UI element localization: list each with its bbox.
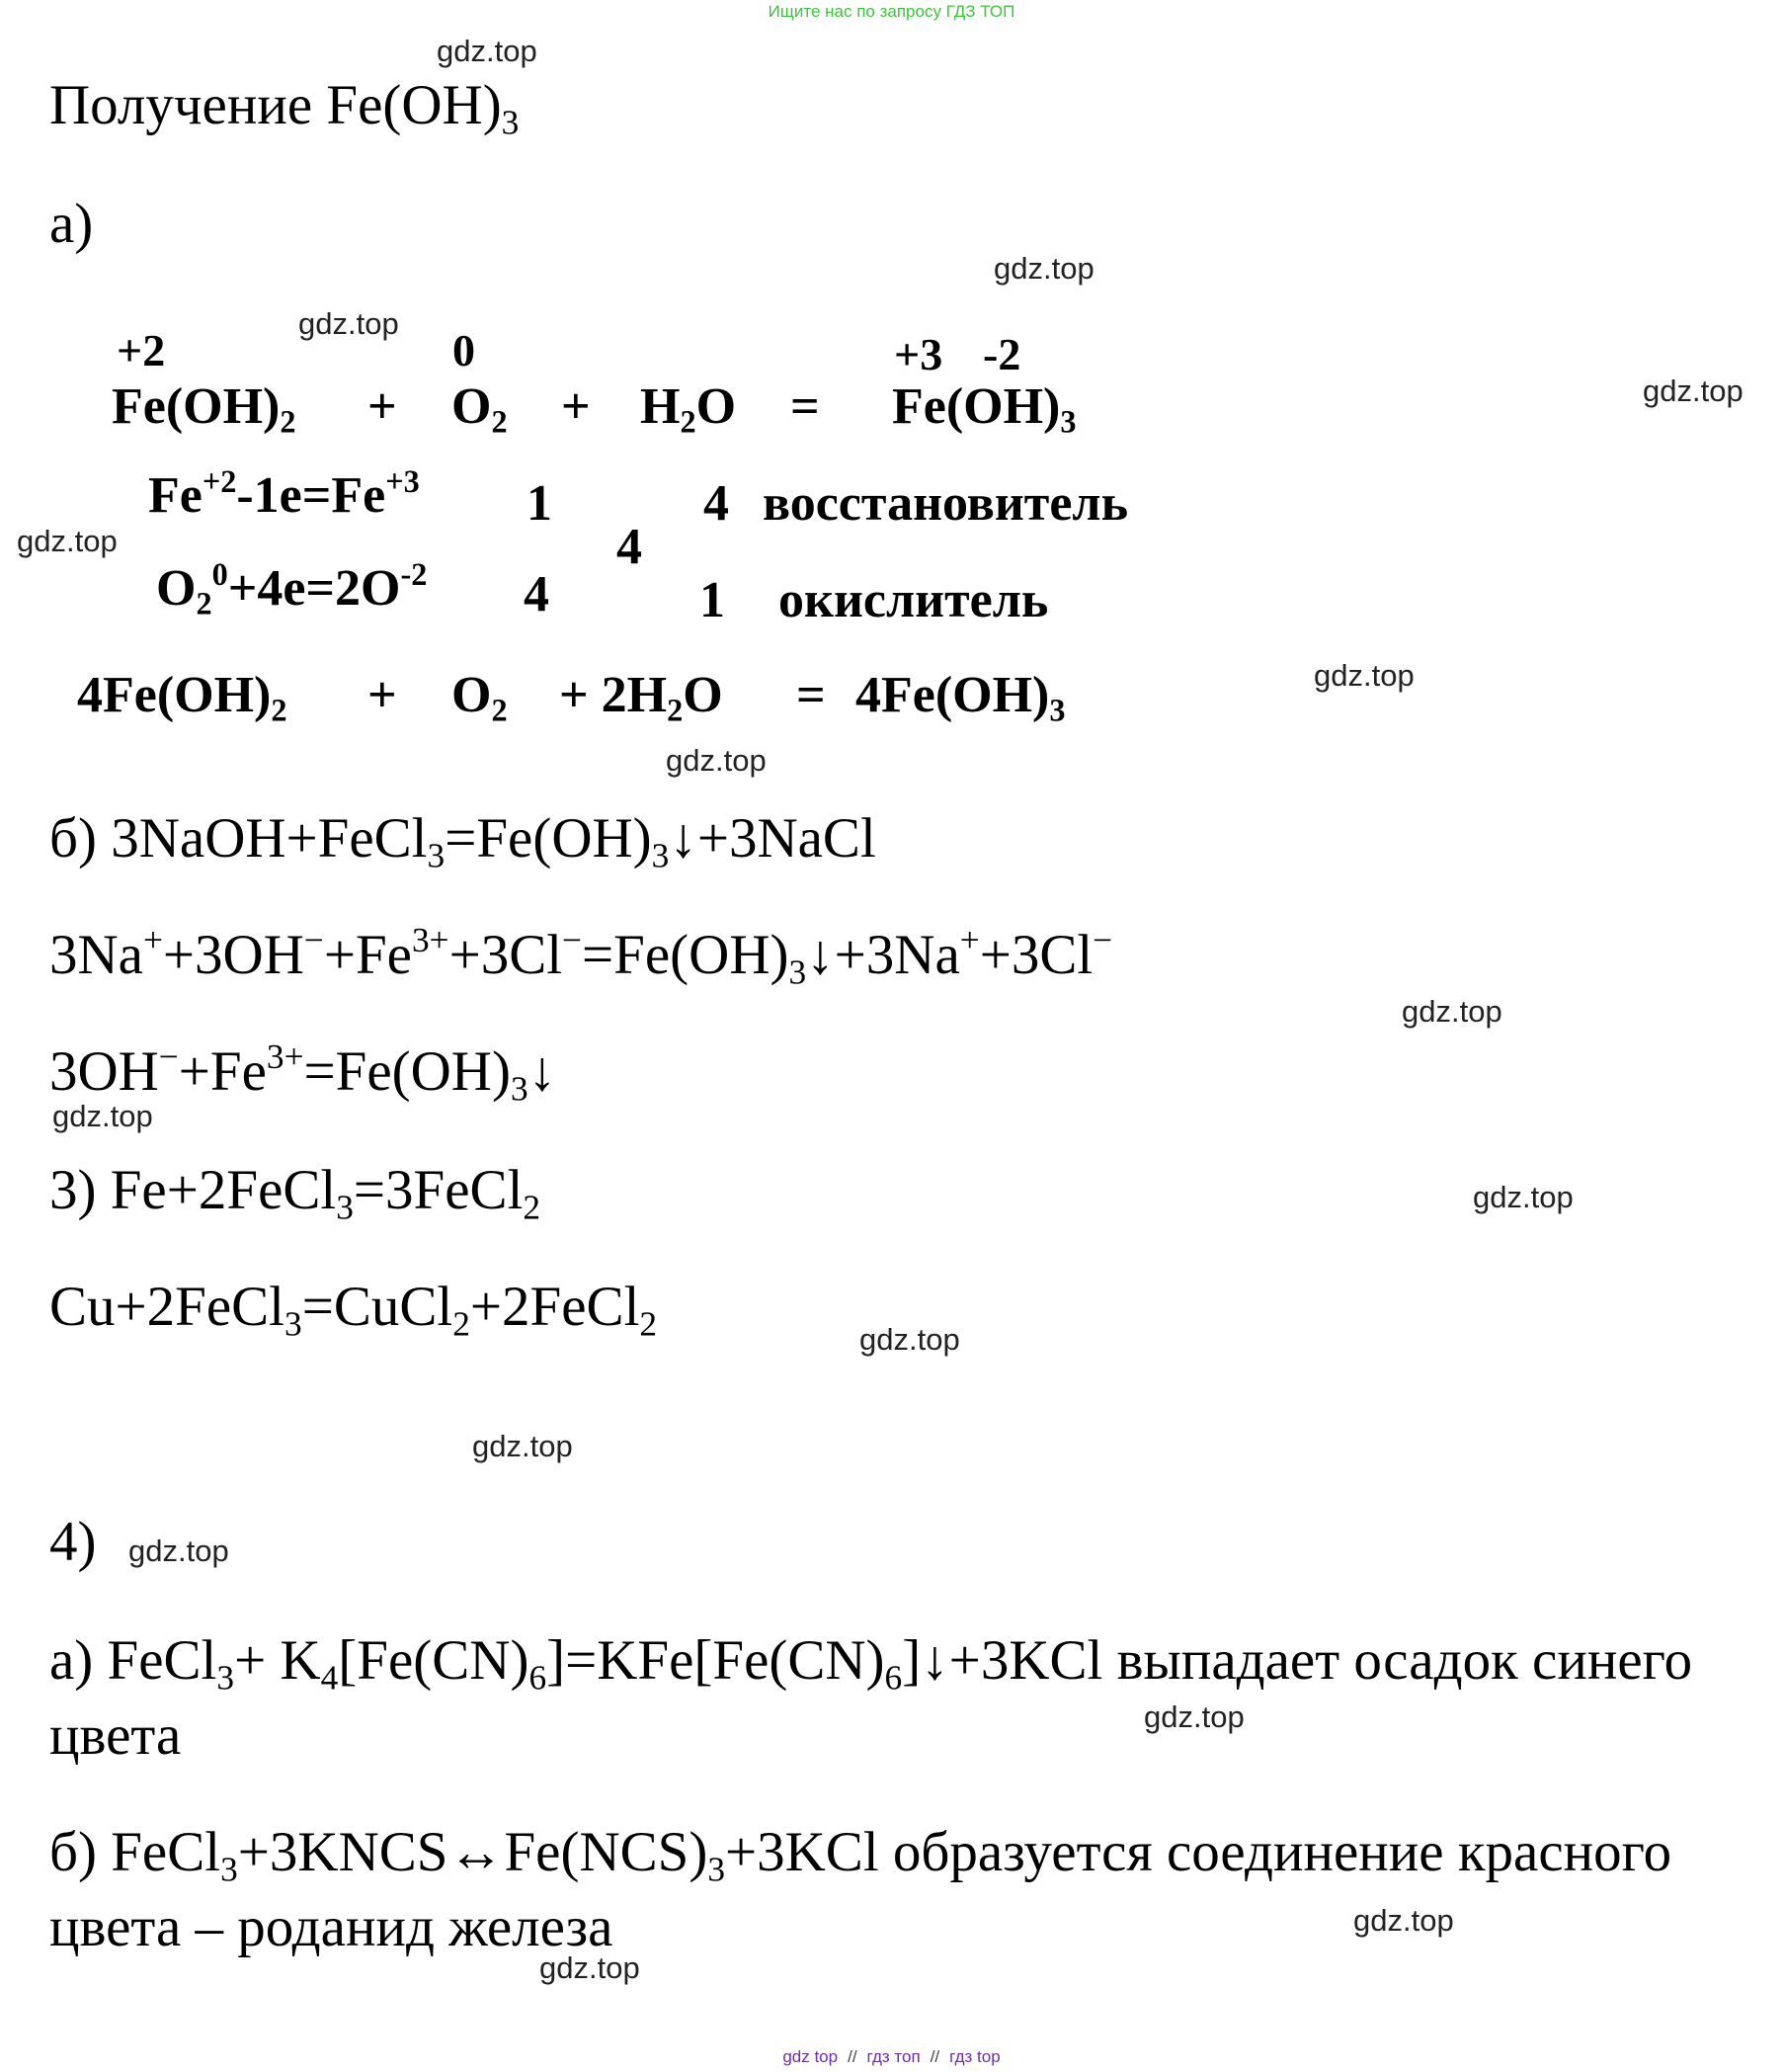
half-o-role: окислитель (778, 572, 1049, 628)
half-o-coef: 4 (524, 566, 549, 622)
eq-b-molecular: б) $3NaOH+FeCl_3=Fe(OH)_3↓+3NaCl$ (49, 807, 876, 875)
eq-o2: $O_2$ (451, 378, 508, 440)
half-fe-mult: 4 (703, 475, 729, 532)
half-reaction-o: $O_2^0+4e=2O^{-2}$ (156, 556, 428, 622)
half-fe-role: восстановитель (763, 475, 1129, 532)
eq-h2o: $H_2O$ (640, 378, 737, 440)
footer-link-2[interactable]: гдз топ (866, 2047, 921, 2066)
final-plus-1: + (367, 667, 397, 723)
top-banner[interactable]: Ищите нас по запросу ГДЗ ТОП (768, 2, 1015, 21)
footer-link-1[interactable]: gdz top (782, 2047, 839, 2066)
watermark: gdz.top (1473, 1180, 1574, 1214)
final-reactant-fe: $4Fe(OH)_2$ (77, 667, 287, 728)
watermark: gdz.top (539, 1950, 640, 1985)
watermark: gdz.top (52, 1099, 153, 1133)
eq-4b-cont: цвета – роданид железа (49, 1896, 613, 1958)
watermark: gdz.top (17, 524, 118, 558)
eq-fe-oh2: $Fe(OH)_2$ (112, 378, 296, 440)
ox-state-fe3: +3 (894, 329, 943, 379)
watermark: gdz.top (666, 743, 767, 778)
part-a-label: а) (49, 193, 94, 255)
final-product: $4Fe(OH)_3$ (855, 667, 1066, 728)
footer-sep: // (930, 2047, 940, 2066)
watermark: gdz.top (994, 251, 1094, 286)
eq-b-full-ionic: $3Na^++3OH^-+Fe^{3+}+3Cl^-=Fe(OH)_3↓+3Na^++3Cl^-$ (49, 921, 1113, 992)
final-o2: $O_2$ (451, 667, 508, 728)
part-4-label: 4) (49, 1511, 97, 1573)
eq-equals: = (790, 378, 820, 435)
page-title: Получение $Fe(OH)_3$ (49, 74, 520, 142)
footer-sep: // (848, 2047, 857, 2066)
eq-plus-1: + (367, 378, 397, 435)
eq-plus-2: + (561, 378, 591, 435)
eq-4a: а) FeCl$_3$+ $K_4[Fe(CN)_6]=KFe[Fe(CN)_6]↓+3KCl$ выпадает осадок синего (49, 1629, 1693, 1698)
watermark: gdz.top (298, 306, 399, 341)
watermark: gdz.top (1314, 658, 1415, 693)
watermark: gdz.top (859, 1322, 960, 1357)
eq-4b: б) $FeCl_3+3KNCS\leftrightarrow Fe(NCS)_3+3KCl$ образуется соединение красного (49, 1821, 1672, 1889)
lcm-value: 4 (616, 519, 642, 575)
eq-3-iron: 3) Fe+2FeCl$_3$=3FeCl$_2$ (49, 1159, 541, 1227)
eq-3-copper: Cu+2FeCl$_3$=CuCl$_2$+2FeCl$_2$ (49, 1276, 658, 1344)
eq-b-short-ionic: $3OH^-+Fe^{3+}=Fe(OH)_3↓$ (49, 1037, 557, 1109)
half-o-mult: 1 (699, 572, 725, 628)
ox-state-o2: -2 (983, 329, 1021, 379)
watermark: gdz.top (472, 1429, 573, 1463)
watermark: gdz.top (1144, 1699, 1245, 1734)
ox-state-o0: 0 (452, 325, 475, 375)
ox-state-fe2: +2 (117, 325, 166, 375)
half-fe-coef: 1 (527, 475, 552, 532)
eq-fe-oh3: $Fe(OH)_3$ (892, 378, 1077, 440)
watermark: gdz.top (1402, 994, 1502, 1029)
footer (0, 2047, 1783, 2067)
watermark: gdz.top (1643, 373, 1743, 408)
final-equals: = (796, 667, 826, 723)
eq-4a-cont: цвета (49, 1704, 182, 1767)
watermark: gdz.top (128, 1533, 229, 1568)
footer-link-3[interactable]: гдз top (949, 2047, 1001, 2066)
half-reaction-fe: $Fe^{+2}-1e=Fe^{+3}$ (148, 463, 420, 524)
watermark: gdz.top (1353, 1903, 1454, 1938)
watermark: gdz.top (437, 34, 537, 68)
final-water: + $2H_2O$ (559, 667, 723, 728)
